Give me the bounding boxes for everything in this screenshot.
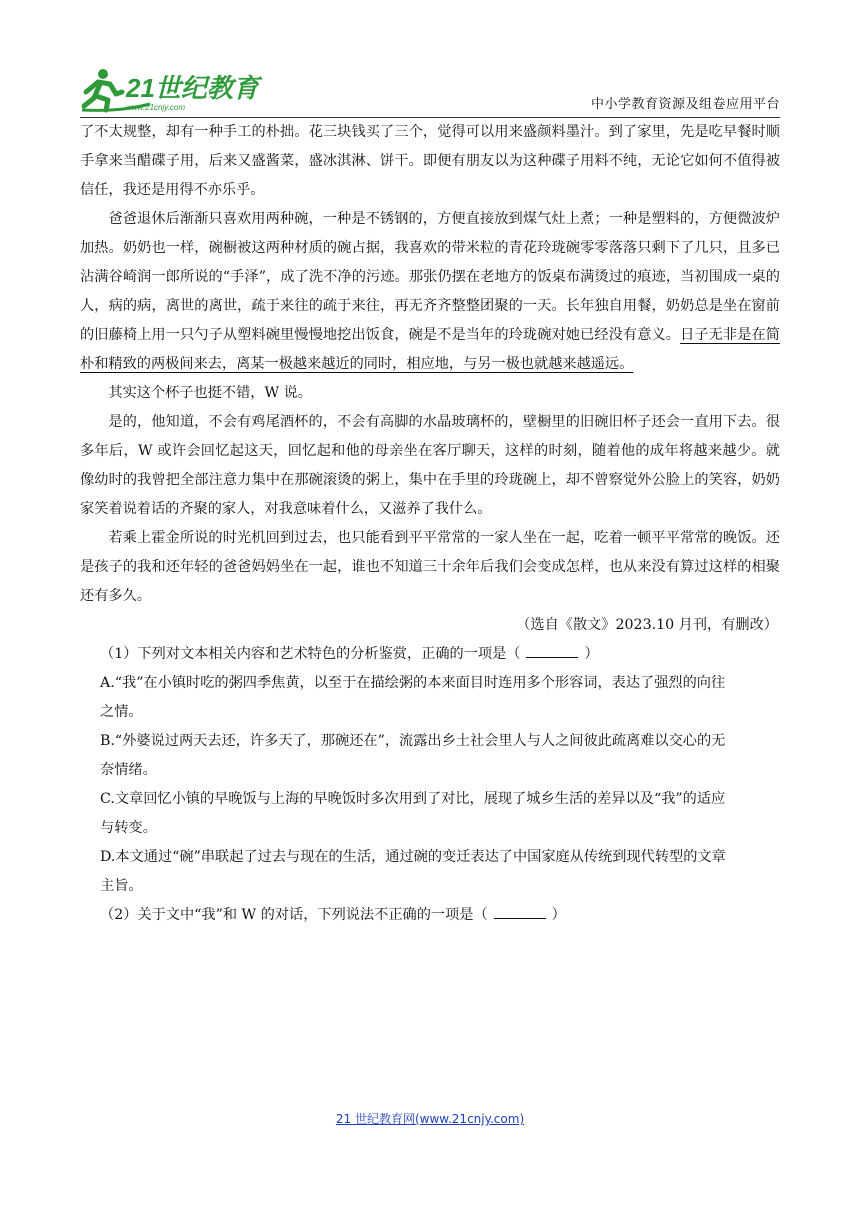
answer-blank[interactable] [526,643,578,658]
platform-name: 中小学教育资源及组卷应用平台 [590,97,780,112]
answer-blank[interactable] [494,904,546,919]
article-paragraph: 是的，他知道，不会有鸡尾酒杯的，不会有高脚的水晶玻璃杯的，壁橱里的旧碗旧杯子还会一直用下去。很多年后，W 或许会回忆起这天，回忆起和他的母亲坐在客厅聊天，这样的时刻，随着他的成年将越来越少。就像幼时的我曾把全部注意力集中在那碗滚烫的粥上，集中在手里的玲珑碗上，却不曾察觉外公脸上的笑容，奶奶家笑着说着话的齐聚的家人，对我意味着什么，又滋养了我什么。 [80,414,780,517]
option-c[interactable]: C.文章回忆小镇的早晚饭与上海的早晚饭时多次用到了对比，展现了城乡生活的差异以及“我”的适应 [100,791,726,807]
underlined-sentence: 日子无非是在简朴和精致的两极间来去，离某一极越来越近的同时，相应地，与另一极也就越来越遥远。 [80,327,780,372]
paragraph-text: 爸爸退休后渐渐只喜欢用两种碗，一种是不锈钢的，方便直接放到煤气灶上煮；一种是塑料的，方便微波炉加热。奶奶也一样，碗橱被这两种材质的碗占据，我喜欢的带米粒的青花玲珑碗零零落落只剩下了几只，且多已沾满谷崎润一郎所说的“手泽”，成了洗不净的污迹。那张仍摆在老地方的饭桌布满烫过的痕迹，当初围成一桌的人，病的病，离世的离世，疏于来往的疏于来往，再无齐齐整整团聚的一天。长年独自用餐，奶奶总是坐在窗前的旧藤椅上用一只勺子从塑料碗里慢慢地挖出饭食，碗是不是当年的玲珑碗对她已经没有意义。 [80,211,780,343]
runner-logo-icon [80,66,280,114]
article-body [80,118,780,930]
option-c-continued: 与转变。 [100,820,157,836]
question-2-stem: （2）关于文中“我”和 W 的对话，下列说法不正确的一项是（ ） [80,901,780,930]
article-paragraph: 其实这个杯子也挺不错，W 说。 [108,385,312,401]
svg-text:www.21cnjy.com: www.21cnjy.com [126,103,185,112]
article-paragraph [80,205,780,379]
site-logo[interactable] [80,66,280,114]
option-b-continued: 奈情绪。 [100,762,157,778]
footer-link[interactable]: 21 世纪教育网(www.21cnjy.com) [335,1112,525,1126]
question-1-stem: （1）下列对文本相关内容和艺术特色的分析鉴赏，正确的一项是（ ） [80,640,780,669]
svg-text:21世纪教育: 21世纪教育 [126,73,259,103]
article-source: （选自《散文》2023.10 月刊，有删改） [516,617,778,633]
option-d-continued: 主旨。 [100,878,143,894]
article-paragraph: 了不太规整，却有一种手工的朴拙。花三块钱买了三个，觉得可以用来盛颜料墨汁。到了家里，先是吃早餐时顺手拿来当醋碟子用，后来又盛酱菜，盛冰淇淋、饼干。即便有朋友以为这种碟子用料不纯，无论它如何不值得被信任，我还是用得不亦乐乎。 [80,124,780,198]
option-d[interactable]: D.本文通过“碗”串联起了过去与现在的生活，通过碗的变迁表达了中国家庭从传统到现代转型的文章 [100,849,726,865]
option-a[interactable]: A.“我”在小镇时吃的粥四季焦黄，以至于在描绘粥的本来面目时连用多个形容词，表达了强烈的向往 [100,675,726,691]
article-paragraph: 若乘上霍金所说的时光机回到过去，也只能看到平平常常的一家人坐在一起，吃着一顿平平常常的晚饭。还是孩子的我和还年轻的爸爸妈妈坐在一起，谁也不知道三十余年后我们会变成怎样，也从来没有算过这样的相聚还有多久。 [80,530,780,604]
page-footer [0,1110,860,1127]
option-a-continued: 之情。 [100,704,143,720]
page-header [80,66,780,116]
option-b[interactable]: B.“外婆说过两天去还，许多天了，那碗还在”，流露出乡土社会里人与人之间彼此疏离难以交心的无 [100,733,726,749]
